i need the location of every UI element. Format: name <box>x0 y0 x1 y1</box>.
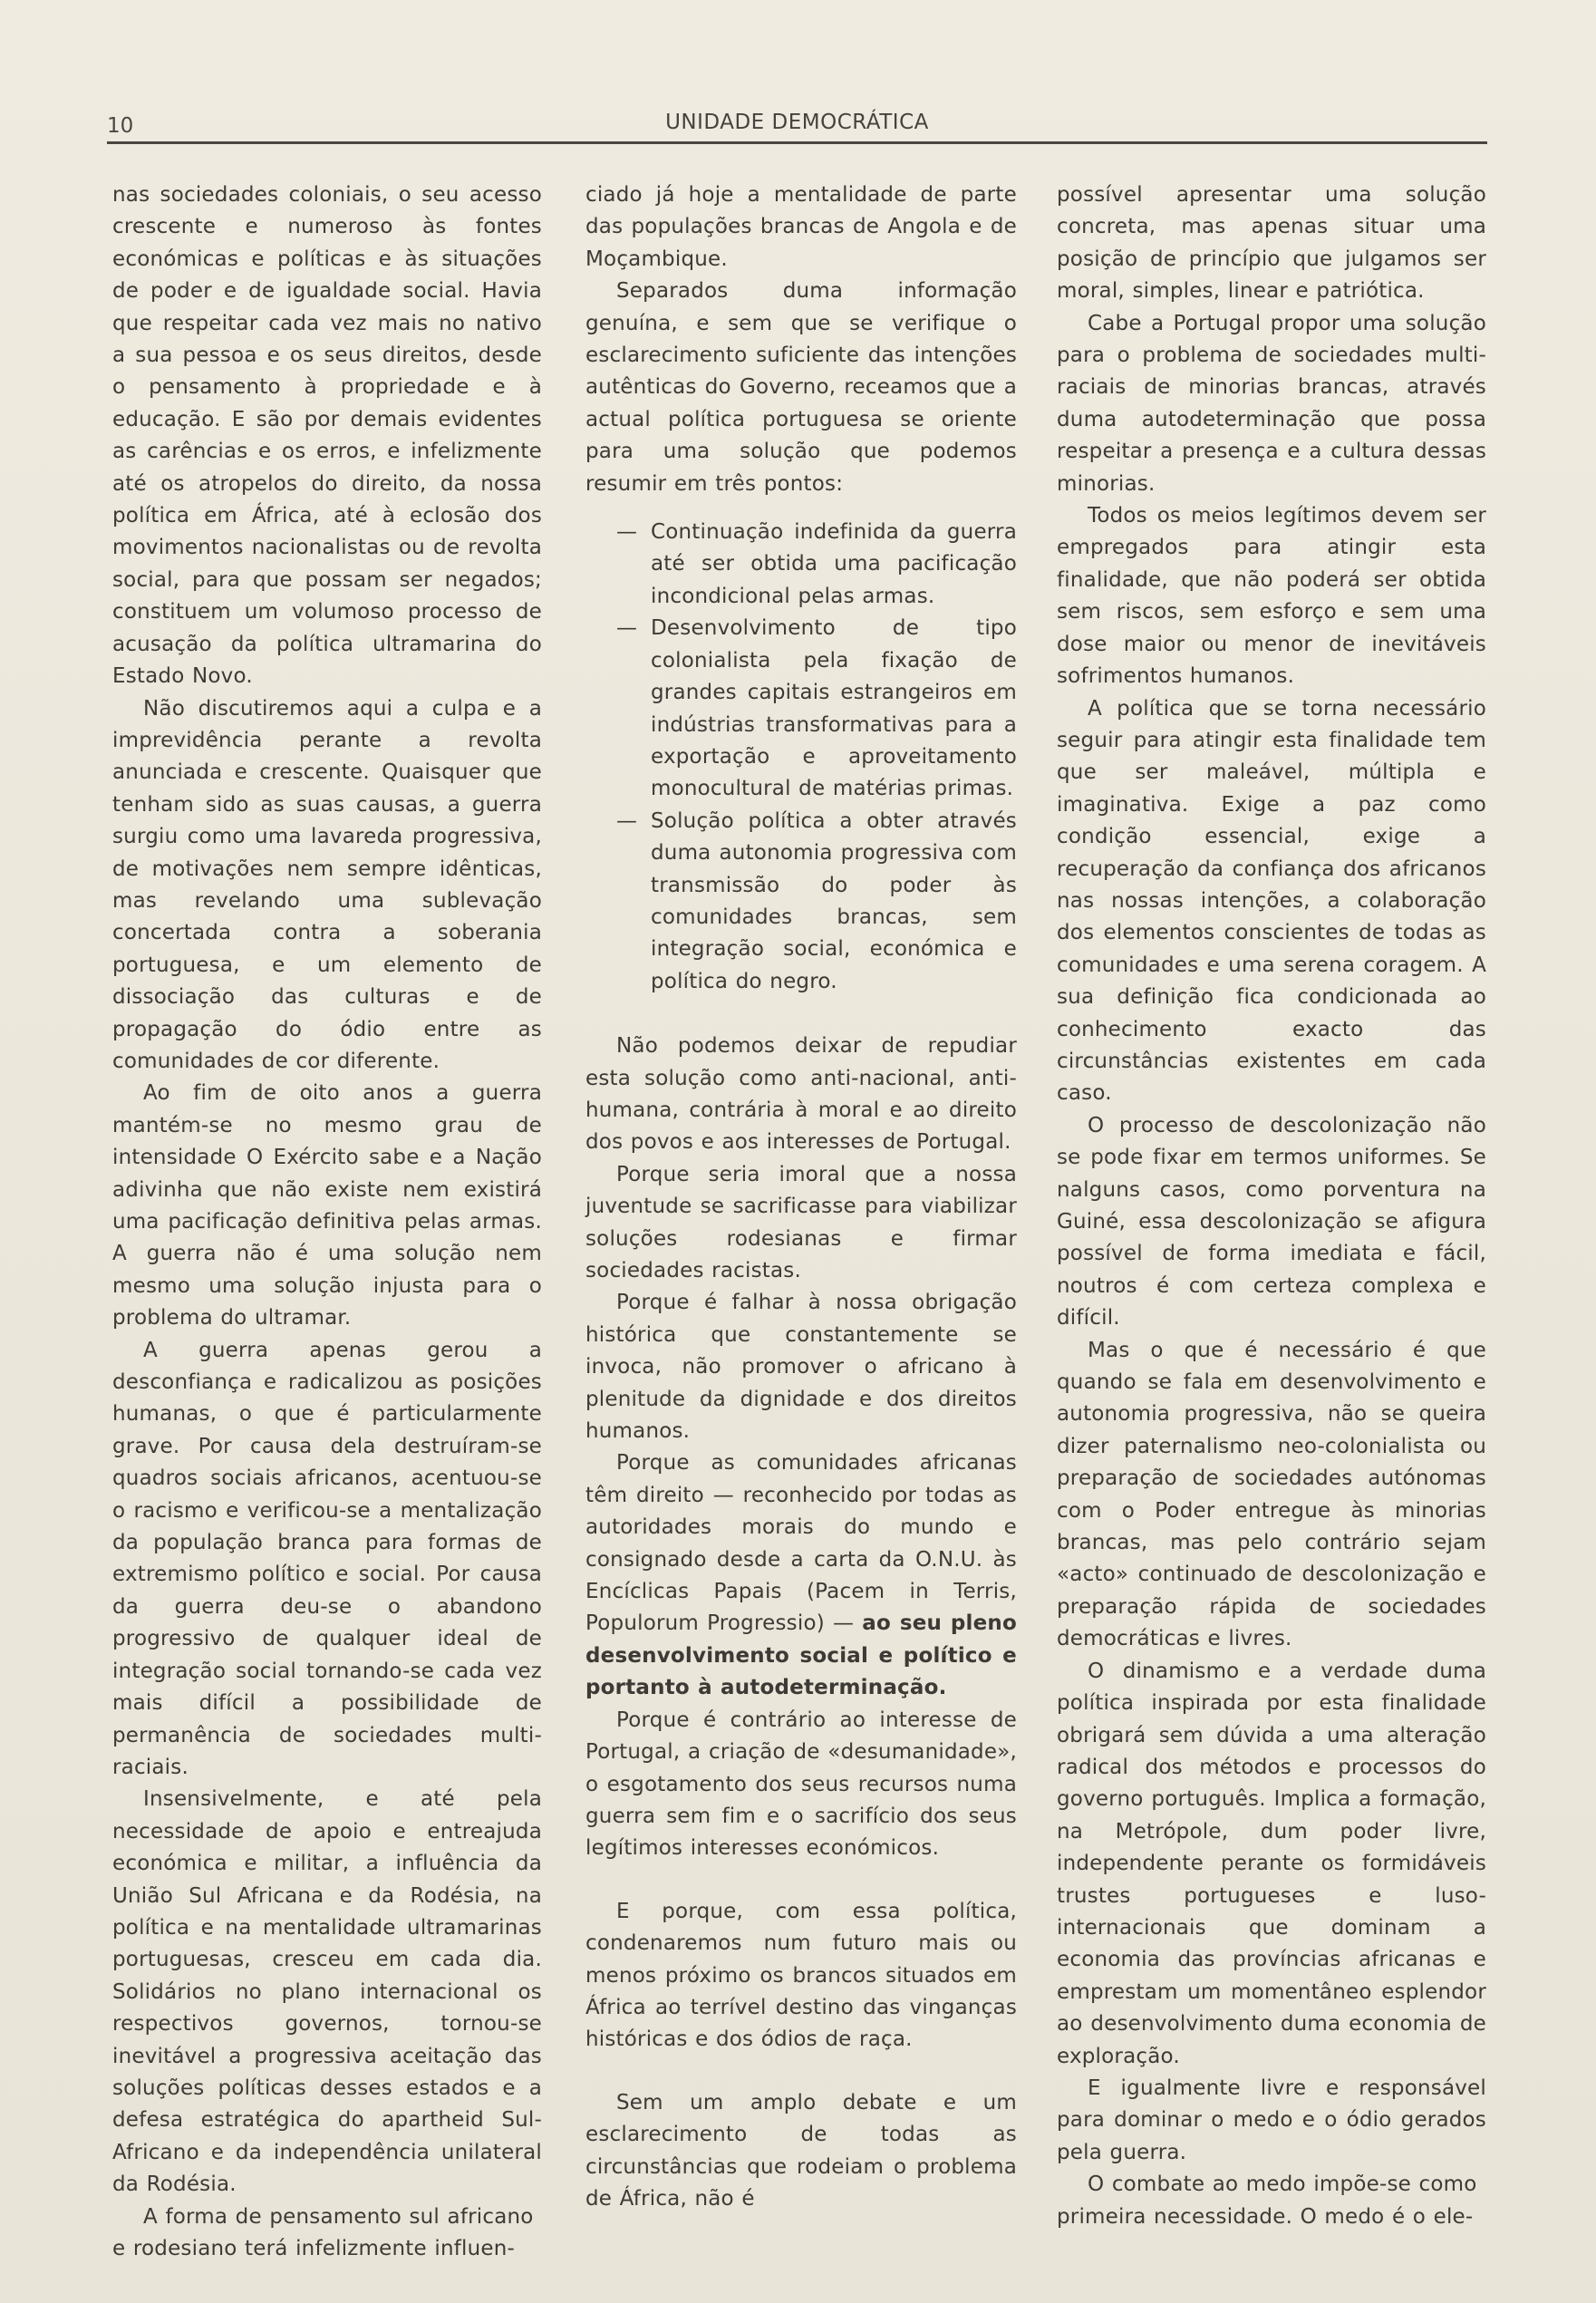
paragraph: E igualmente livre e responsável para dominar o medo e o ódio gerados pela guerra. <box>1057 2076 1486 2164</box>
paragraph: nas sociedades coloniais, o seu acesso crescente e numeroso às fontes económicas e políticas e às situações de poder e de igualdade social. Havia que respeitar cada vez mais no nativo a sua pessoa e os seus direitos, desde o pensamento à propriedade e à educação. E são por demais evidentes as carências e os erros, e infelizmente até os atropelos do direito, da nossa política em África, até à eclosão dos movimentos nacionalistas ou de revolta social, para que possam ser negados; constituem um volumoso processo de acusação da política ultramarina do Estado Novo. <box>112 183 542 689</box>
paragraph: E porque, com essa política, condenaremos num futuro mais ou menos próximo os brancos situados em África ao terrível destino das vinganças históricas e dos ódios de raça. <box>585 1899 1017 2052</box>
paragraph: A política que se torna necessário seguir para atingir esta finalidade tem que ser maleável, múltipla e imaginativa. Exige a paz como condição essencial, exige a recuperação da confiança dos africanos nas nossas intenções, a colaboração dos elementos conscientes de todas as comunidades e uma serena coragem. A sua definição fica condicionada ao conhecimento exacto das circunstâncias existentes em cada caso. <box>1057 696 1486 1106</box>
list-item-text: Continuação indefinida da guerra até ser obtida uma pacificação incondicional pelas armas. <box>651 520 1017 608</box>
paragraph: Separados duma informação genuína, e sem que se verifique o esclarecimento suficiente das intenções autênticas do Governo, receamos que a actual política portuguesa se oriente para uma solução que podemos resumir em três pontos: <box>585 279 1017 496</box>
paragraph: Sem um amplo debate e um esclarecimento de todas as circunstâncias que rodeiam o problema de África, não é <box>585 2090 1017 2211</box>
page-header <box>107 91 1487 144</box>
paragraph: Insensivelmente, e até pela necessidade de apoio e entreajuda económica e militar, a influência da União Sul Africana e da Rodésia, na política e na mentalidade ultramarinas portuguesas, cresceu em cada dia. Solidários no plano internacional os respectivos governos, tornou-se inevitável a progressiva aceitação das soluções políticas desses estados e a defesa estratégica do apartheid Sul-Africano e da independência unilateral da Rodésia. <box>112 1787 542 2197</box>
paragraph: possível apresentar uma solução concreta, mas apenas situar uma posição de princípio que julgamos ser moral, simples, linear e patriótica. <box>1057 183 1486 304</box>
list-item <box>585 806 1017 998</box>
paragraph: O processo de descolonização não se pode fixar em termos uniformes. Se nalguns casos, como porventura na Guiné, essa descolonização se afigura possível de forma imediata e fácil, noutros é com certeza complexa e difícil. <box>1057 1113 1486 1331</box>
publication-title: UNIDADE DEMOCRÁTICA <box>665 111 929 134</box>
article-column-1 <box>112 179 542 2265</box>
paragraph: Não podemos deixar de repudiar esta solução como anti-nacional, anti-humana, contrária à moral e ao direito dos povos e aos interesses de Portugal. <box>585 1034 1017 1155</box>
paragraph: Ao fim de oito anos a guerra mantém-se no mesmo grau de intensidade O Exército sabe e a Nação adivinha que não existe nem existirá uma pacificação definitiva pelas armas. A guerra não é uma solução nem mesmo uma solução injusta para o problema do ultramar. <box>112 1081 542 1331</box>
article-column-3 <box>1057 179 1486 2233</box>
list-item-text: Solução política a obter através duma autonomia progressiva com transmissão do poder às comunidades brancas, sem integração social, económica e política do negro. <box>651 808 1017 993</box>
paragraph: O combate ao medo impõe-se como primeira necessidade. O medo é o ele- <box>1057 2172 1477 2229</box>
paragraph: Porque é contrário ao interesse de Portugal, a criação de «desumanidade», o esgotamento dos seus recursos numa guerra sem fim e o sacrifício dos seus legítimos interesses económicos. <box>585 1708 1017 1861</box>
paragraph: A forma de pensamento sul africano e rodesiano terá infelizmente influen- <box>112 2204 534 2260</box>
dash-marker: — <box>616 616 638 641</box>
list-item <box>585 517 1017 613</box>
paragraph: Porque seria imoral que a nossa juventude se sacrificasse para viabilizar soluções rodesianas e firmar sociedades racistas. <box>585 1162 1017 1282</box>
paragraph: Mas o que é necessário é que quando se fala em desenvolvimento e autonomia progressiva, não se queira dizer paternalismo neo-colonialista ou preparação de sociedades autónomas com o Poder entregue às minorias brancas, mas pelo contrário sejam «acto» continuado de descolonização e preparação rápida de sociedades democráticas e livres. <box>1057 1338 1486 1651</box>
page-number: 10 <box>107 114 134 138</box>
article-column-2 <box>585 179 1017 2215</box>
paragraph: O dinamismo e a verdade duma política inspirada por esta finalidade obrigará sem dúvida a uma alteração radical dos métodos e processos do governo português. Implica a formação, na Metrópole, dum poder livre, independente perante os formidáveis trustes portugueses e luso-internacionais que dominam a economia das províncias africanas e emprestam um momentâneo esplendor ao desenvolvimento duma economia de exploração. <box>1057 1659 1486 2068</box>
dash-marker: — <box>616 520 638 545</box>
paragraph: A guerra apenas gerou a desconfiança e radicalizou as posições humanas, o que é particularmente grave. Por causa dela destruíram-se quadros sociais africanos, acentuou-se o racismo e verificou-se a mentalização da população branca para formas de extremismo político e social. Por causa da guerra deu-se o abandono progressivo de qualquer ideal de integração social tornando-se cada vez mais difícil a possibilidade de permanência de sociedades multi-raciais. <box>112 1338 542 1779</box>
bold-emphasis: ao seu pleno desenvolvimento social e político e portanto à autodeterminação. <box>585 1611 1017 1700</box>
paragraph <box>585 1447 1017 1704</box>
list-item-text: Desenvolvimento de tipo colonialista pela fixação de grandes capitais estrangeiros em indústrias transformativas para a exportação e aproveitamento monocultural de matérias primas. <box>651 616 1017 801</box>
paragraph-text: Porque as comunidades africanas têm direito — reconhecido por todas as autoridades morais do mundo e consignado desde a carta da O.N.U. às Encíclicas Papais (Pacem in Terris, Populorum Progressio) — <box>585 1451 1017 1636</box>
page-number-underline <box>107 141 134 144</box>
bullet-list <box>585 517 1017 998</box>
paragraph: Cabe a Portugal propor uma solução para o problema de sociedades multi-raciais de minorias brancas, através duma autodeterminação que possa respeitar a presença e a cultura dessas minorias. <box>1057 311 1486 496</box>
paragraph: Não discutiremos aqui a culpa e a imprevidência perante a revolta anunciada e crescente. Quaisquer que tenham sido as suas causas, a guerra surgiu como uma lavareda progressiva, de motivações nem sempre idênticas, mas revelando uma sublevação concertada contra a soberania portuguesa, e um elemento de dissociação das culturas e de propagação do ódio entre as comunidades de cor diferente. <box>112 696 542 1073</box>
paragraph: ciado já hoje a mentalidade de parte das populações brancas de Angola e de Moçambique. <box>585 183 1017 271</box>
paragraph: Todos os meios legítimos devem ser empregados para atingir esta finalidade, que não poderá ser obtida sem riscos, sem esforço e sem uma dose maior ou menor de inevitáveis sofrimentos humanos. <box>1057 504 1486 689</box>
paragraph: Porque é falhar à nossa obrigação histórica que constantemente se invoca, não promover o africano à plenitude da dignidade e dos direitos humanos. <box>585 1291 1017 1444</box>
list-item <box>585 613 1017 805</box>
dash-marker: — <box>616 808 638 833</box>
